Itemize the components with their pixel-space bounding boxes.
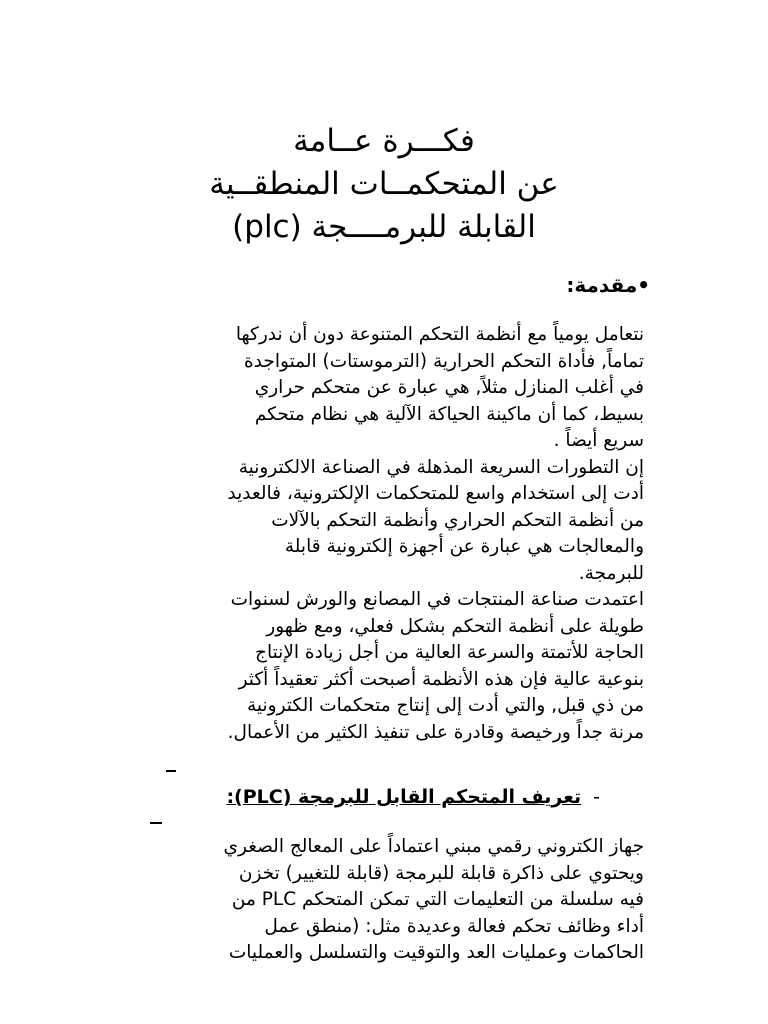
- definition-heading: [150, 782, 600, 812]
- text-line: إن التطورات السريعة المذهلة في الصناعة الالكترونية: [238, 456, 644, 478]
- text-line: اعتمدت صناعة المنتجات في المصانع والورش لسنوات: [230, 589, 644, 610]
- text-line: تماماً, فأداة التحكم الحرارية (الترموستات) المتواجدة: [244, 350, 644, 372]
- text-line: في أغلب المنازل مثلاً, هي عبارة عن متحكم حراري: [254, 377, 644, 398]
- text-line: من أنظمة التحكم الحراري وأنظمة التحكم بالآلات: [271, 509, 644, 531]
- text-line: بسيط، كما أن ماكينة الحياكة الآلية هي نظام متحكم: [254, 403, 644, 425]
- text-line: سريع أيضاً .: [553, 430, 644, 451]
- title-line-3: القابلة للبرمــــجة (plc): [232, 209, 536, 245]
- definition-paragraph: [112, 834, 644, 967]
- text-line: للبرمجة.: [578, 562, 644, 584]
- underline-mark-bottom: [150, 822, 162, 824]
- definition-dash: -: [593, 786, 600, 808]
- text-line: من ذي قبل, والتي أدت إلى إنتاج متحكمات الكترونية: [247, 695, 644, 716]
- text-line: أداء وظائف تحكم فعالة وعديدة مثل: (منطق عمل: [264, 915, 644, 937]
- text-line: أدت إلى استخدام واسع للمتحكمات الإلكترونية، فالعديد: [227, 483, 644, 504]
- text-line: فيه سلسلة من التعليمات التي تمكن المتحكم PLC من: [231, 889, 644, 910]
- text-line: ويحتوي على ذاكرة قابلة للبرمجة (قابلة للتغيير) تخزن: [238, 862, 644, 884]
- title-line-2: عن المتحكمــات المنطقــية: [209, 166, 559, 202]
- intro-paragraphs: [112, 322, 644, 746]
- text-line: نتعامل يومياً مع أنظمة التحكم المتنوعة دون أن ندركها: [235, 324, 644, 345]
- text-line: بنوعية عالية فإن هذه الأنظمة أصبحت أكثر تعقيداً أكثر: [238, 668, 644, 690]
- definition-heading-text: تعريف المتحكم القابل للبرمجة (PLC):: [226, 786, 582, 808]
- text-line: طويلة على أنظمة التحكم بشكل فعلي، ومع ظهور: [266, 615, 644, 637]
- intro-heading: •مقدمة:: [566, 273, 650, 297]
- document-title: [0, 120, 768, 249]
- text-line: مرنة جداً ورخيصة وقادرة على تنفيذ الكثير من الأعمال.: [227, 721, 644, 743]
- text-line: جهاز الكتروني رقمي مبني اعتماداً على المعالج الصغري: [223, 836, 644, 857]
- text-line: الحاكمات وعمليات العد والتوقيت والتسلسل والعمليات: [228, 942, 644, 963]
- title-line-1: فكـــرة عــامة: [293, 123, 475, 159]
- text-line: والمعالجات هي عبارة عن أجهزة إلكترونية قابلة: [284, 536, 644, 557]
- text-line: الحاجة للأتمتة والسرعة العالية من أجل زيادة الإنتاج: [255, 642, 644, 663]
- underline-mark-top: [166, 770, 176, 772]
